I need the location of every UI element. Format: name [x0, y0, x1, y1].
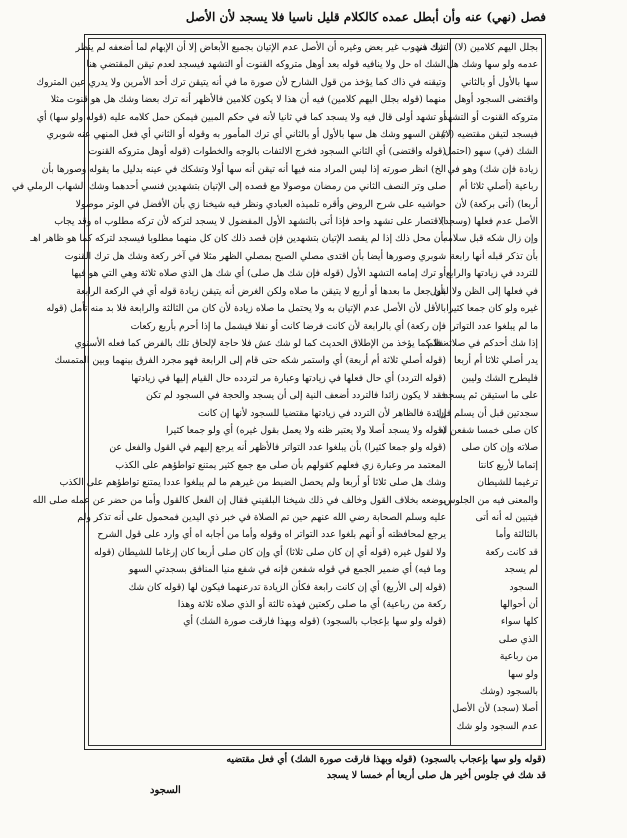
main-text-line: ترك مندوب غير بعض وغيره أن الأصل عدم الإتيان بجميع الأبعاض إلا أن الإبهام لما أضعفه لم ينظر [75, 42, 446, 53]
main-text-line: أو ترك إمامه التشهد الأول (قوله فإن شك هل صلى) أي شك هل الذي صلاه ثلاثة وهي التي هو فيها [71, 268, 446, 280]
main-text-line: تيقن السهو وشك هل سها بالأول أو بالثاني أي ترك المأمور به وقوله أو الثاني أي فعل المنهي عنه شوبري [46, 129, 446, 141]
margin-text-line: فيسجد لتيقن مقتضيه (لا) [441, 129, 538, 141]
margin-text-column [414, 39, 541, 745]
margin-text-line: أن أحوالها [499, 599, 538, 610]
main-text-line: (قوله واقتضى) أي الثاني السجود فخرج الالتفات بالوجه والخطوات (قوله أوهل متروكه القنوت [88, 146, 446, 158]
main-text-line: منهما (قوله بجلل اليهم كلامين) فيه أن هذا لا يكون كلامين فالأظهر أنه ترك بعضا وشك هل هو قنوت مثلا [50, 94, 446, 106]
margin-text-line: الذي صلى [498, 633, 538, 645]
main-text-line: (قوله ولو جمعا كثيرا) بأن يبلغوا عدد التواتر فالأظهر أنه يرجع إليهم في القول والفعل عن [109, 442, 446, 454]
margin-text-line: زيادة فإن شك) وهو في [447, 163, 538, 175]
margin-text-line: ولو سها [508, 668, 538, 680]
margin-text-line: الأصل عدم فعلها (وسجد) [440, 216, 538, 228]
margin-text-line: واقتضى السجود أوهل [454, 94, 538, 106]
main-text-line: وشك هل صلى ثلاثا أو أربعا ولم يحصل الضبط من غيرهم ما لم يبلغوا عددا يمتنع تواطؤهم على الكذب [59, 477, 446, 489]
margin-text-line: في فعلها إلى الظن ولا لقول [429, 285, 538, 297]
main-text-line: يرجع لمحافظته أو أنهم بلغوا عدد التواتر اه وقوله وأما من أجابه اه أي وارد على قول الشرح [97, 529, 446, 541]
margin-text-line: فيتبين له أنه أتى [475, 511, 538, 523]
main-text-line: (قوله أصلي ثلاثة أم أربعة) أي واستمر شكه حتى قام إلى الرابعة فهو مجرد الفرق بينهما وبين المتمسك [54, 355, 446, 367]
main-text-line: وما فيه) أي ضمير الجمع في قوله شفعن فإنه في شفع منيا المنافق بسجدتي السهو [128, 564, 446, 576]
margin-text-line: وإن زال شكه قبل سلامه [442, 233, 538, 245]
margin-text-line: بالسجود (وشك [479, 686, 538, 698]
main-text-line: فإن ركعة) أي بالرابعة لأن كانت فرضا كانت أو نفلا فيشمل ما إذا أحرم بأربع ركعات [130, 320, 446, 332]
margin-text-line: عدم السجود ولو شك [456, 720, 538, 732]
margin-text-line: أربعا) (أتى بركعة) لأن [454, 198, 538, 210]
main-text-line: (قوله إلى الأربع) أي إن كانت رابعة فكأن الزيادة تدرعنهما فيكون لها (قوله كان شك [128, 581, 446, 593]
margin-text-line: رباعية (أصلي ثلاثا أم [459, 181, 538, 193]
page-footer [84, 752, 546, 784]
running-title: فصل (نهي) عنه وأن أبطل عمده كالكلام قليل ناسيا فلا يسجد لأن الأصل [185, 10, 546, 24]
main-text-line: الخ) انظر صورته إذا ليس المراد منه فيها أنه تيقن أنه سها أولا وتشكك في عينه بدليل ما يقوله وصورها بأن [41, 163, 446, 175]
main-text-line: عليه وسلم الصحابة رضي الله عنهم حين تم الصلاة في خبر ذي اليدين فمحمول على أنه تذكر ولم [77, 511, 446, 523]
main-text-line: (قوله ولا يسجد أصلا ولا يعتبر ظنه ولا يعمل بقول غيره) أي ولو جمعا كثيرا [165, 424, 446, 436]
margin-text-line: إذا شك أحدكم في صلاته فلم [427, 337, 538, 349]
main-text-line: وتيقنه في ذاك كما يؤخذ من قول الشارح لأن صورة ما في أنه يتيقن ترك أحد الأمرين ولا يدري عين المتروك [36, 76, 446, 88]
main-commentary-column [11, 39, 450, 745]
margin-text-line: بجلل اليهم كلامين (لا) الشك في [414, 42, 538, 53]
main-text-line: زائدة فالظاهر لأن التردد في زيادتها مقتضيا للسجود لأنها إن كانت [197, 407, 446, 419]
margin-text-line: السجود [509, 581, 538, 593]
margin-text-line: سجدتين قبل أن يسلم فإن [437, 407, 538, 419]
margin-text-line: سها بالأول أو بالثاني [460, 76, 538, 88]
page-header [84, 6, 546, 32]
main-text-line: (قوله التردد) أي حال فعلها في زيادتها وعبارة مر لتردده حال القيام إليها في زيادتها [131, 372, 446, 384]
text-frame [11, 34, 546, 750]
margin-text-line: بأن تذكر قبله أنها رابعة [450, 250, 538, 262]
footer-line-1: (قوله ولو سها بإعجاب بالسجود) (قوله وبهذا فارقت صورة الشك) أي فعل مقتضيه [226, 754, 546, 765]
footer-line-2: قد شك في جلوس أخير هل صلى أربعا أم خمسا لا يسجد [326, 770, 546, 781]
main-text-line: بأن جعل ما بعدها أو أربع لا يتيقن ما صلاه ولكن الغرض أنه يتيقن زيادة قوله أي في الركعة الرابعة [76, 285, 446, 297]
main-text-line: ولا لقول غيره (قوله أي إن كان صلى ثلاثا) أي وإن كان صلى أربعا كان إرغاما للشيطان (قوله [94, 546, 446, 558]
main-text-line: (قوله ولو سها بإعجاب بالسجود) (قوله وبهذا فارقت صورة الشك) أي [183, 616, 446, 628]
margin-text-line: ترغيما للشيطان [477, 477, 538, 489]
margin-text-line: على ما استيقن ثم يسجد [443, 390, 538, 402]
margin-text-line: قد كانت ركعة [485, 546, 538, 558]
main-text-line: صلى وتر النصف الثاني من رمضان موصولا مع قصده إلى الإتيان بتشهدين فنسي أحدهما وشك الشهاب الرملي في [11, 181, 446, 193]
margin-text-line: عدمه ولو سها وشك هل [446, 59, 538, 71]
main-text-line: حواشيه على شرح الروض وأقره تلميذه العبادي ونظر فيه شيخنا زي بأن الأفضل في الوتر موصولا [75, 198, 446, 210]
margin-text-line: للتردد في زيادتها والرابع [445, 268, 538, 280]
margin-text-line: أصلا (سجد) لأن الأصل [452, 703, 538, 715]
margin-text-line: إتماما لأربع كانتا [478, 459, 538, 471]
main-text-line: الاقتصار على تشهد واحد فإذا أتى بالتشهد الأول المفضول لا يسجد لتركه لأن تركه مطلوب اه وقد يجاب [54, 216, 446, 228]
main-text-line: ركعة من رباعية) أي ما صلى ركعتين فهذه ثالثة أو الذي صلاه ثلاثة وهذا [177, 599, 446, 610]
margin-text-line: يدر أصلي ثلاثا أم أربعا [454, 355, 538, 367]
main-text-line: شوبري وصورها أيضا بأن اقتدى مصلي الصبح بمصلي الظهر مثلا في آخر ركعة وشك هل ترك القنوت [64, 250, 446, 262]
main-text-line: نفلا كما يؤخذ من الإطلاق الحديث كما لو شك عش فلا حاجة لإلحاق تلك بالفرض كما فعله الأسنوي [74, 337, 446, 349]
main-text-line: بأن محل ذلك إذا لم يقصد الإتيان بتشهدين فإن قصد ذلك كان كل منهما مطلوبا فيسجد لتركه كما هو ظاهر اهـ [30, 233, 446, 245]
text-frame-inner [11, 38, 542, 746]
main-text-line: فقد لا يكون زائدا فالتردد أضعف النية إلى أن يسجد والحجة في السجود لم تكن [146, 390, 446, 402]
margin-text-line: غيره ولو كان جمعا كثيرا [446, 303, 538, 315]
main-text-line: بوضعه بخلاف القول وخالف في ذلك شيخنا البلقيني فقال إن الفعل كالقول وأما من حضر عن عمله صلى الله [32, 494, 446, 506]
margin-text-line: لم يسجد [504, 564, 538, 576]
margin-text-line: كان صلى خمسا شفعن له [439, 424, 538, 436]
margin-text-line: كلها سواء [500, 616, 538, 628]
margin-text-line: من رباعية [499, 651, 538, 663]
margin-text-line: والمعنى فيه من الجلوس [443, 494, 538, 506]
margin-text-line: الشك (في) سهو (احتمل [444, 146, 538, 158]
margin-text-line: فليطرح الشك وليبن [461, 372, 538, 384]
main-text-line: أو تشهد أولى قال فيه ولا يسجد كما في ثانيا لأنه في حكم المبين فيمكن حمل كلامه عليه (قوله ولو سها) أي [36, 111, 446, 123]
margin-text-line: صلاته وإن كان صلى [461, 442, 538, 454]
main-text-line: المعتمد مر وعبارة زي فعلهم كقولهم بأن صلى مع جمع كثير يمتنع تواطؤهم على الكذب [115, 459, 446, 471]
catchword: السجود [150, 785, 181, 796]
margin-text-line: ما لم يبلغوا عدد التواتر [451, 320, 538, 332]
margin-text-line: متروكه القنوت أو التشهد [443, 111, 538, 123]
margin-text-line: بالثالثة وأما [495, 529, 538, 541]
main-text-line: الشك اه حل ولا ينافيه قوله بعد أوهل متروكه القنوت أو التشهد فيسجد لعدم تيقن المقتضي هنا [86, 59, 446, 71]
main-text-line: بالأقل لأن الأصل عدم الإتيان به ولا يحتمل ما صلاه زيادة لأن كان من الثالثة والرابعة فلا بد منه تأمل (قوله [46, 303, 446, 315]
